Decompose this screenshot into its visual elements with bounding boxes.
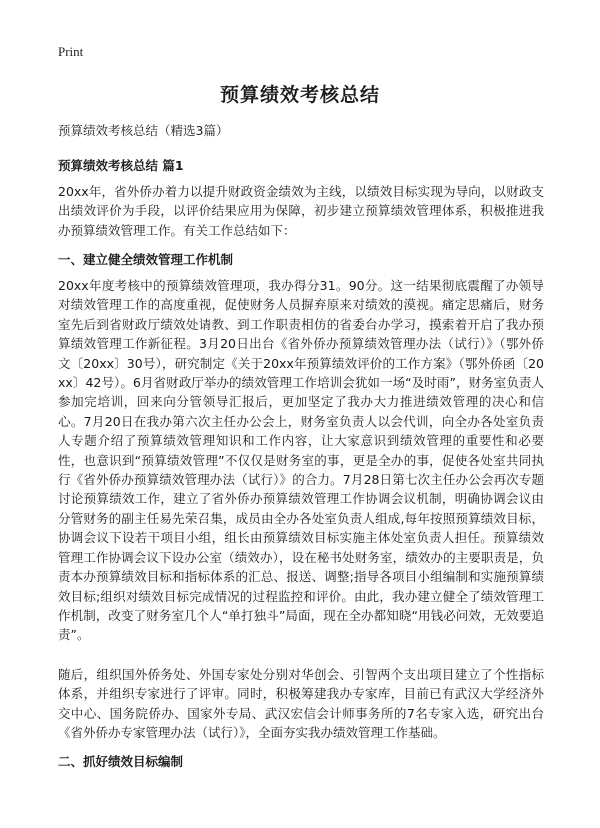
- intro-paragraph: 20xx年，省外侨办着力以提升财政资金绩效为主线，以绩效目标实现为导向，以财政支出绩效评价为手段，以评价结果应用为保障，初步建立预算绩效管理体系，积极推进我办预算绩效管理工作。有关工作总结如下：: [58, 184, 544, 238]
- section-heading-2: 二、抓好绩效目标编制: [58, 754, 184, 769]
- article-heading: 预算绩效考核总结 篇1: [58, 158, 184, 173]
- section-1-paragraph: 20xx年度考核中的预算绩效管理项，我办得分31。90分。这一结果彻底震醒了办领导对绩效管理工作的高度重视，促使财务人员摒弃原来对绩效的漠视。痛定思痛后，财务室先后到省财政厅绩效处请教、到工作职责相仿的省委台办学习，摸索着开启了我办预算绩效管理工作新征程。3月20日出台《省外侨办预算绩效管理办法（试行）》（鄂外侨文〔20xx〕30号），研究制定《关于20xx年预算绩效评价的工作方案》（鄂外侨函〔20xx〕42号）。6月省财政厅举办的绩效管理工作培训会犹如一场“及时雨”，财务室负责人参加完培训，回来向分管领导汇报后，更加坚定了我办大力推进绩效管理的决心和信心。7月20日在我办第六次主任办公会上，财务室负责人以会代训，向全办各处室负责人专题介绍了预算绩效管理知识和工作内容，让大家意识到绩效管理的重要性和必要性，也意识到“预算绩效管理”不仅仅是财务室的事，更是全办的事，促使各处室共同执行《省外侨办预算绩效管理办法（试行）》的合力。7月28日第七次主任办公会再次专题讨论预算绩效工作，建立了省外侨办预算绩效管理工作协调会议机制，明确协调会议由分管财务的副主任易先荣召集，成员由全办各处室负责人组成,每年按照预算绩效目标，协调会议下设若干项目小组，组长由预算绩效目标实施主体处室负责人担任。预算绩效管理工作协调会议下设办公室（绩效办），设在秘书处财务室，绩效办的主要职责是，负责本办预算绩效目标和指标体系的汇总、报送、调整;指导各项目小组编制和实施预算绩效目标;组织对绩效目标完成情况的过程监控和评价。由此，我办建立健全了绩效管理工作机制，改变了财务室几个人“单打独斗”局面，现在全办都知晓“用钱必问效，无效要追责”。: [58, 278, 544, 643]
- section-heading-1: 一、建立健全绩效管理工作机制: [58, 252, 234, 267]
- document-subtitle: 预算绩效考核总结（精选3篇）: [58, 123, 229, 138]
- page-title: 预算绩效考核总结: [219, 84, 380, 106]
- print-link[interactable]: Print: [58, 44, 84, 59]
- section-1-paragraph-2: 随后，组织国外侨务处、外国专家处分别对华创会、引智两个支出项目建立了个性指标体系，并组织专家进行了评审。同时，积极筹建我办专家库，目前已有武汉大学经济外交中心、国务院侨办、国家外专局、武汉宏信会计师事务所的7名专家入选，研究出台《省外侨办专家管理办法（试行）》，全面夯实我办绩效管理工作基础。: [58, 667, 544, 741]
